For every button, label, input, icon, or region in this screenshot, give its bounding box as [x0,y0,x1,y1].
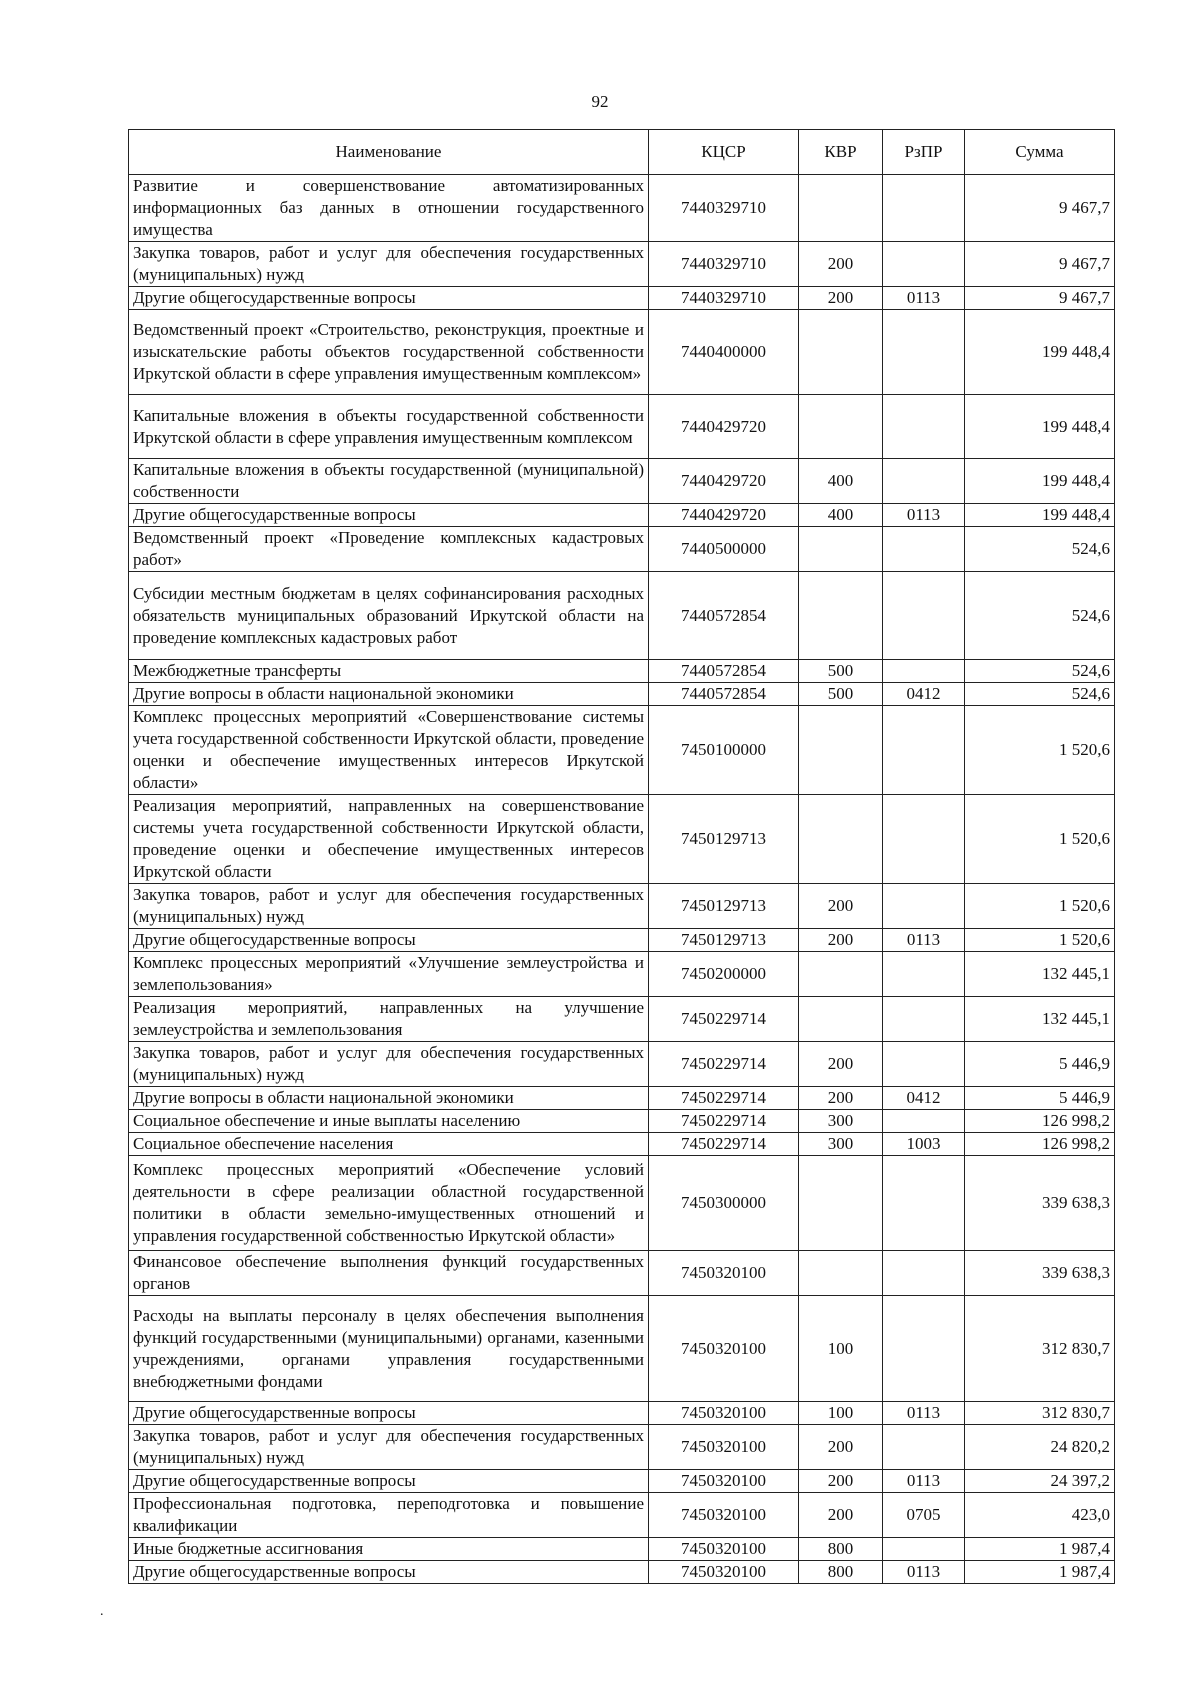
cell-rzpr: 0113 [883,504,965,527]
page-number: 92 [591,92,609,111]
cell-rzpr [883,1425,965,1470]
table-row [129,1087,1115,1110]
cell-name: Другие вопросы в области национальной экономики [129,683,649,706]
cell-kvr: 100 [799,1402,883,1425]
budget-table [128,129,1115,1584]
table-row [129,395,1115,459]
cell-name: Комплекс процессных мероприятий «Обеспечение условий деятельности в сфере реализации областной государственной политики в области земельно-имущественных отношений и управления государственной собственностью Иркутской области» [129,1156,649,1251]
cell-name: Финансовое обеспечение выполнения функций государственных органов [129,1251,649,1296]
cell-kvr [799,310,883,395]
cell-rzpr: 0113 [883,287,965,310]
cell-sum: 1 520,6 [965,706,1115,795]
cell-sum: 132 445,1 [965,952,1115,997]
cell-kcsr: 7450320100 [649,1470,799,1493]
cell-kvr: 200 [799,884,883,929]
cell-kvr: 200 [799,929,883,952]
cell-rzpr [883,1110,965,1133]
table-row [129,1156,1115,1251]
cell-kvr [799,1251,883,1296]
cell-name: Капитальные вложения в объекты государственной (муниципальной) собственности [129,459,649,504]
cell-name: Закупка товаров, работ и услуг для обеспечения государственных (муниципальных) нужд [129,884,649,929]
header-sum: Сумма [965,130,1115,175]
table-row [129,1425,1115,1470]
cell-kcsr: 7450129713 [649,795,799,884]
cell-name: Другие общегосударственные вопросы [129,1402,649,1425]
cell-kvr: 400 [799,459,883,504]
cell-kcsr: 7440429720 [649,395,799,459]
table-row [129,1493,1115,1538]
table-row [129,1251,1115,1296]
cell-rzpr [883,1042,965,1087]
table-row [129,1110,1115,1133]
cell-kcsr: 7450320100 [649,1251,799,1296]
cell-sum: 524,6 [965,683,1115,706]
cell-kvr: 800 [799,1538,883,1561]
cell-rzpr [883,1251,965,1296]
table-row [129,660,1115,683]
cell-rzpr [883,1538,965,1561]
table-row [129,1561,1115,1584]
cell-sum: 312 830,7 [965,1296,1115,1402]
cell-sum: 339 638,3 [965,1156,1115,1251]
cell-rzpr [883,1156,965,1251]
header-name: Наименование [129,130,649,175]
cell-rzpr: 0705 [883,1493,965,1538]
cell-name: Социальное обеспечение населения [129,1133,649,1156]
cell-kvr: 200 [799,1425,883,1470]
table-row [129,572,1115,660]
header-kcsr: КЦСР [649,130,799,175]
cell-sum: 132 445,1 [965,997,1115,1042]
table-row [129,952,1115,997]
cell-kvr: 200 [799,1087,883,1110]
cell-rzpr [883,175,965,242]
cell-kvr: 500 [799,683,883,706]
table-row [129,929,1115,952]
cell-name: Другие общегосударственные вопросы [129,504,649,527]
cell-name: Другие общегосударственные вопросы [129,1561,649,1584]
table-row [129,1133,1115,1156]
cell-kvr: 200 [799,242,883,287]
cell-name: Реализация мероприятий, направленных на улучшение землеустройства и землепользования [129,997,649,1042]
cell-sum: 312 830,7 [965,1402,1115,1425]
cell-sum: 9 467,7 [965,287,1115,310]
cell-kvr [799,706,883,795]
cell-kvr: 200 [799,287,883,310]
cell-kvr: 400 [799,504,883,527]
cell-name: Закупка товаров, работ и услуг для обеспечения государственных (муниципальных) нужд [129,242,649,287]
cell-sum: 1 987,4 [965,1538,1115,1561]
cell-sum: 1 520,6 [965,929,1115,952]
cell-rzpr: 0113 [883,1402,965,1425]
cell-kcsr: 7440572854 [649,572,799,660]
cell-sum: 9 467,7 [965,175,1115,242]
cell-rzpr: 0412 [883,1087,965,1110]
cell-rzpr [883,395,965,459]
cell-kcsr: 7440429720 [649,459,799,504]
cell-kcsr: 7440429720 [649,504,799,527]
cell-sum: 24 820,2 [965,1425,1115,1470]
table-header-row [129,130,1115,175]
table-row [129,997,1115,1042]
cell-kvr: 200 [799,1042,883,1087]
cell-kcsr: 7440329710 [649,175,799,242]
cell-rzpr [883,242,965,287]
cell-name: Социальное обеспечение и иные выплаты населению [129,1110,649,1133]
table-body [129,175,1115,1584]
cell-sum: 524,6 [965,660,1115,683]
cell-name: Развитие и совершенствование автоматизированных информационных баз данных в отношении государственного имущества [129,175,649,242]
cell-rzpr [883,527,965,572]
cell-kcsr: 7450229714 [649,1110,799,1133]
cell-kcsr: 7440572854 [649,683,799,706]
cell-kcsr: 7450229714 [649,997,799,1042]
cell-name: Комплекс процессных мероприятий «Совершенствование системы учета государственной собственности Иркутской области, проведение оценки и обеспечение имущественных интересов Иркутской области» [129,706,649,795]
cell-name: Ведомственный проект «Строительство, реконструкция, проектные и изыскательские работы объектов государственной собственности Иркутской области в сфере управления имущественным комплексом» [129,310,649,395]
cell-name: Закупка товаров, работ и услуг для обеспечения государственных (муниципальных) нужд [129,1042,649,1087]
table-row [129,1470,1115,1493]
cell-rzpr [883,572,965,660]
cell-kvr [799,572,883,660]
cell-rzpr [883,997,965,1042]
table-row [129,1538,1115,1561]
cell-name: Ведомственный проект «Проведение комплексных кадастровых работ» [129,527,649,572]
cell-kvr: 800 [799,1561,883,1584]
cell-name: Иные бюджетные ассигнования [129,1538,649,1561]
cell-rzpr [883,884,965,929]
cell-name: Реализация мероприятий, направленных на совершенствование системы учета государственной собственности Иркутской области, проведение оценки и обеспечение имущественных интересов Иркутской области [129,795,649,884]
cell-sum: 5 446,9 [965,1042,1115,1087]
cell-rzpr: 0113 [883,1561,965,1584]
table-row [129,1042,1115,1087]
table-row [129,175,1115,242]
cell-name: Капитальные вложения в объекты государственной собственности Иркутской области в сфере управления имущественным комплексом [129,395,649,459]
table-row [129,287,1115,310]
table-row [129,795,1115,884]
cell-sum: 1 520,6 [965,884,1115,929]
cell-kcsr: 7450300000 [649,1156,799,1251]
cell-kcsr: 7450129713 [649,884,799,929]
cell-kcsr: 7450320100 [649,1296,799,1402]
cell-name: Профессиональная подготовка, переподготовка и повышение квалификации [129,1493,649,1538]
cell-kvr: 500 [799,660,883,683]
cell-kcsr: 7450129713 [649,929,799,952]
cell-sum: 199 448,4 [965,310,1115,395]
table-row [129,310,1115,395]
cell-kcsr: 7440329710 [649,242,799,287]
table-row [129,527,1115,572]
cell-sum: 126 998,2 [965,1110,1115,1133]
cell-name: Субсидии местным бюджетам в целях софинансирования расходных обязательств муниципальных образований Иркутской области на проведение комплексных кадастровых работ [129,572,649,660]
cell-rzpr [883,310,965,395]
cell-rzpr [883,459,965,504]
cell-kcsr: 7450320100 [649,1402,799,1425]
cell-rzpr [883,660,965,683]
table-row [129,504,1115,527]
cell-name: Закупка товаров, работ и услуг для обеспечения государственных (муниципальных) нужд [129,1425,649,1470]
cell-name: Другие вопросы в области национальной экономики [129,1087,649,1110]
cell-kcsr: 7440500000 [649,527,799,572]
cell-kcsr: 7450229714 [649,1042,799,1087]
table-row [129,1296,1115,1402]
cell-sum: 339 638,3 [965,1251,1115,1296]
cell-sum: 5 446,9 [965,1087,1115,1110]
cell-kcsr: 7440572854 [649,660,799,683]
cell-kvr [799,997,883,1042]
cell-kcsr: 7450229714 [649,1133,799,1156]
header-kvr: КВР [799,130,883,175]
cell-name: Межбюджетные трансферты [129,660,649,683]
header-rzpr: РзПР [883,130,965,175]
cell-kvr: 100 [799,1296,883,1402]
cell-sum: 1 520,6 [965,795,1115,884]
cell-name: Расходы на выплаты персоналу в целях обеспечения выполнения функций государственными (муниципальными) органами, казенными учреждениями, органами управления государственными внебюджетными фондами [129,1296,649,1402]
cell-kcsr: 7450100000 [649,706,799,795]
table-row [129,884,1115,929]
cell-kvr [799,795,883,884]
cell-kvr [799,1156,883,1251]
cell-name: Другие общегосударственные вопросы [129,929,649,952]
cell-name: Комплекс процессных мероприятий «Улучшение землеустройства и землепользования» [129,952,649,997]
table-row [129,1402,1115,1425]
cell-rzpr: 0113 [883,1470,965,1493]
cell-kcsr: 7450320100 [649,1493,799,1538]
cell-name: Другие общегосударственные вопросы [129,287,649,310]
cell-kvr [799,527,883,572]
cell-rzpr [883,795,965,884]
table-row [129,459,1115,504]
cell-kcsr: 7450200000 [649,952,799,997]
cell-name: Другие общегосударственные вопросы [129,1470,649,1493]
cell-kvr: 200 [799,1470,883,1493]
cell-kvr [799,395,883,459]
cell-rzpr [883,706,965,795]
table-row [129,683,1115,706]
cell-kvr: 300 [799,1133,883,1156]
cell-sum: 199 448,4 [965,459,1115,504]
cell-kvr [799,175,883,242]
table-row [129,242,1115,287]
cell-rzpr [883,952,965,997]
cell-kvr [799,952,883,997]
cell-rzpr: 1003 [883,1133,965,1156]
cell-kvr: 200 [799,1493,883,1538]
cell-kcsr: 7450320100 [649,1538,799,1561]
margin-mark: . [100,1604,104,1619]
cell-rzpr: 0412 [883,683,965,706]
cell-sum: 423,0 [965,1493,1115,1538]
cell-sum: 199 448,4 [965,504,1115,527]
cell-sum: 24 397,2 [965,1470,1115,1493]
cell-sum: 126 998,2 [965,1133,1115,1156]
cell-sum: 524,6 [965,527,1115,572]
table-row [129,706,1115,795]
cell-kcsr: 7450320100 [649,1561,799,1584]
cell-rzpr: 0113 [883,929,965,952]
cell-kcsr: 7450229714 [649,1087,799,1110]
cell-kcsr: 7440329710 [649,287,799,310]
cell-sum: 524,6 [965,572,1115,660]
cell-sum: 9 467,7 [965,242,1115,287]
cell-kcsr: 7440400000 [649,310,799,395]
cell-kcsr: 7450320100 [649,1425,799,1470]
cell-rzpr [883,1296,965,1402]
cell-sum: 199 448,4 [965,395,1115,459]
cell-sum: 1 987,4 [965,1561,1115,1584]
cell-kvr: 300 [799,1110,883,1133]
